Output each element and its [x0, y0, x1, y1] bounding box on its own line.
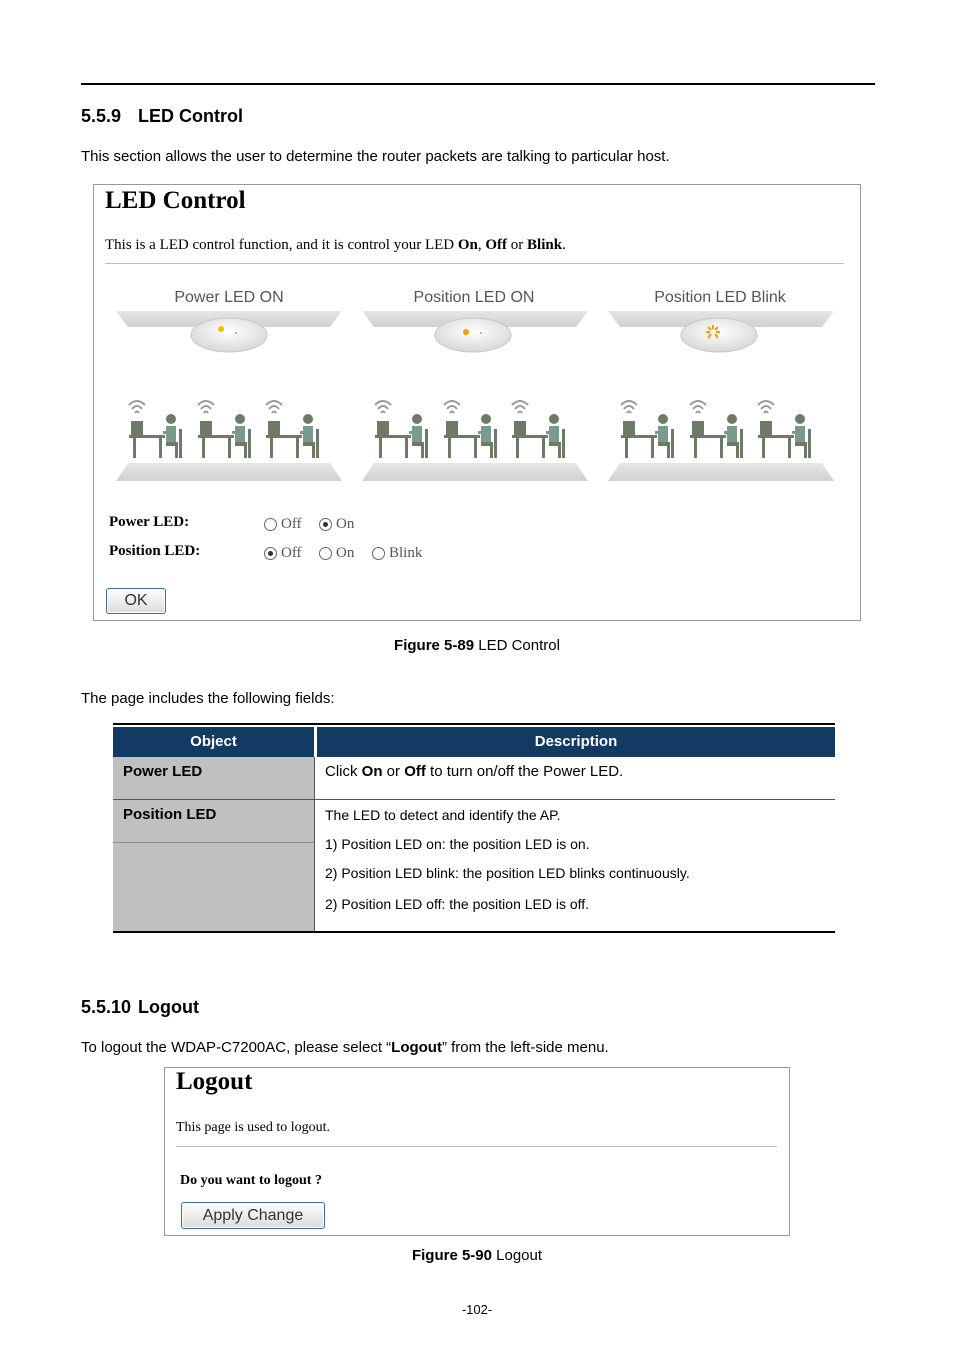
section-title: LED Control — [138, 106, 243, 126]
logout-panel — [164, 1067, 790, 1236]
radio-circle-icon — [372, 547, 385, 560]
section-number: 5.5.9 — [81, 106, 122, 126]
position-led-off-radio[interactable]: Off — [264, 545, 302, 562]
section-heading-logout — [81, 997, 199, 1018]
radio-selected-icon — [264, 547, 277, 560]
table-row — [113, 757, 835, 800]
header-object: Object — [113, 727, 314, 757]
section-heading-led-control — [81, 106, 243, 127]
led-control-panel — [93, 184, 861, 621]
logout-question: Do you want to logout ? — [180, 1173, 322, 1188]
power-led-on-radio[interactable]: On — [319, 516, 354, 533]
object-cell: Position LED — [113, 800, 315, 931]
header-rule — [81, 83, 875, 85]
radio-circle-icon — [264, 518, 277, 531]
position-led-dot — [463, 329, 469, 335]
logout-description: This page is used to logout. — [176, 1120, 330, 1135]
column-power-led — [116, 311, 342, 481]
figure-caption-logout: Figure 5-90 Logout — [411, 1247, 543, 1264]
led-illustration — [94, 305, 860, 485]
position-led-label: Position LED: — [109, 543, 201, 559]
fields-intro: The page includes the following fields: — [81, 690, 335, 707]
panel-description: This is a LED control function, and it is control your LED On, Off or Blink. — [105, 237, 566, 253]
column-title-position-led-blink: Position LED Blink — [654, 289, 786, 306]
power-led-off-radio[interactable]: Off — [264, 516, 302, 533]
header-description: Description — [317, 727, 835, 757]
table-row — [113, 800, 835, 931]
column-title-power-led-on: Power LED ON — [174, 289, 284, 306]
table-header — [113, 727, 835, 757]
section-number: 5.5.10 — [81, 997, 132, 1017]
logout-divider — [176, 1146, 777, 1147]
fields-table — [113, 723, 835, 933]
description-cell: Click On or Off to turn on/off the Power LED. — [325, 763, 624, 780]
position-led-blink-radio[interactable]: Blink — [372, 545, 422, 562]
column-position-led-on — [362, 311, 588, 481]
section-intro: This section allows the user to determine the router packets are talking to particular host. — [81, 148, 670, 165]
figure-caption-led-control: Figure 5-89 LED Control — [394, 637, 560, 654]
logout-title: Logout — [176, 1068, 253, 1095]
object-cell: Power LED — [113, 757, 315, 799]
apply-change-button[interactable]: Apply Change — [181, 1202, 325, 1229]
radio-selected-icon — [319, 518, 332, 531]
power-led-label: Power LED: — [109, 514, 190, 530]
column-position-led-blink — [608, 311, 834, 481]
logout-intro: To logout the WDAP-C7200AC, please select “Logout” from the left-side menu. — [81, 1039, 609, 1056]
panel-divider — [105, 263, 844, 264]
panel-title: LED Control — [105, 187, 246, 214]
page-number: -102- — [461, 1302, 493, 1317]
power-led-dot — [218, 326, 224, 332]
ok-button[interactable]: OK — [106, 588, 166, 614]
section-title: Logout — [138, 997, 199, 1017]
radio-circle-icon — [319, 547, 332, 560]
position-led-on-radio[interactable]: On — [319, 545, 354, 562]
column-title-position-led-on: Position LED ON — [413, 289, 535, 306]
description-cell: The LED to detect and identify the AP. 1) Position LED on: the position LED is on. 2) Position LED blink: the position LED blinks continuously. 2) Position LED off: the position LED is off. — [325, 807, 690, 912]
